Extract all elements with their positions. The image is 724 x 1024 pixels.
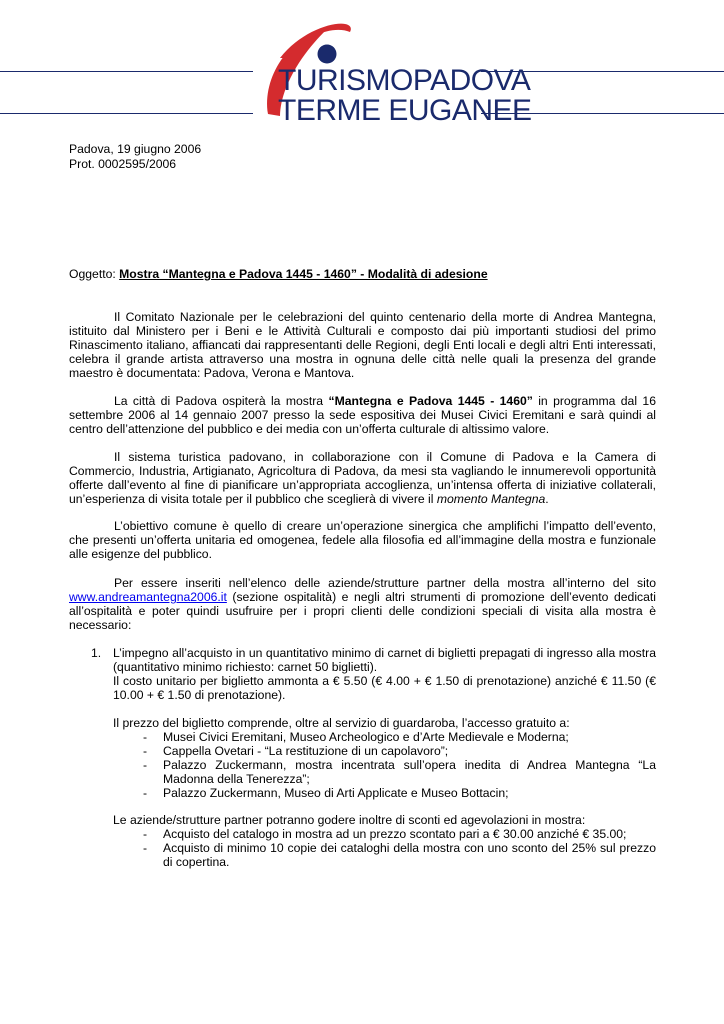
- p2-exhibition-title: “Mantegna e Padova 1445 - 1460”: [328, 394, 533, 408]
- paragraph-4-text: L’obiettivo comune è quello di creare un’operazione sinergica che amplifichi l’impatto dell’evento, che presenti un’offerta unitaria ed omogenea, fedele alla filosofia ed all’immagine della mostra e funzionale alle esigenze del pubblico.: [69, 519, 656, 561]
- list-dash: -: [143, 758, 148, 772]
- list-dash: -: [143, 786, 148, 800]
- paragraph-5: [69, 576, 656, 632]
- turismo-padova-logo: [258, 18, 532, 130]
- list-dash: -: [143, 827, 148, 841]
- p3-start: Il sistema turistica padovano, in collaborazione con il Comune di Padova e la Camera di Commercio, Industria, Artigianato, Agricoltura di Padova, da mesi sta vagliando le innumerevoli opportunità offerte dall’evento al fine di pianificare un’appropriata accoglienza, un’intensa offerta di iniziative collaterali, un’esperienza di visita totale per il pubblico che sceglierà di vivere il: [69, 450, 656, 506]
- paragraph-2-text: [69, 394, 656, 436]
- item1-cost-text: Il costo unitario per biglietto ammonta a € 5.50 (€ 4.00 + € 1.50 di prenotazione) anziché € 11.50 (€ 10.00 + € 1.50 di prenotazione).: [113, 674, 656, 702]
- partner-discounts-list: [143, 827, 656, 869]
- partner-intro: Le aziende/strutture partner potranno godere inoltre di sconti ed agevolazioni in mostra:: [113, 813, 586, 827]
- list-item-text: Acquisto del catalogo in mostra ad un prezzo scontato pari a € 30.00 anziché € 35.00;: [163, 827, 627, 841]
- list-item: [143, 786, 656, 800]
- paragraph-1: [69, 310, 656, 380]
- list-item: [143, 758, 656, 786]
- paragraph-1-text: Il Comitato Nazionale per le celebrazioni del quinto centenario della morte di Andrea Mantegna, istituito dal Ministero per i Beni e le Attività Culturali e composto dai più importanti studiosi del primo Rinascimento italiano, affiancati dai rappresentanti delle Regioni, degli Enti locali e degli altri Enti interessati, celebra il grande artista attraverso una mostra in ognuna delle città nelle quali la presenza del grande maestro è documentata: Padova, Verona e Mantova.: [69, 310, 656, 380]
- list-item-text: Palazzo Zuckermann, mostra incentrata sull’opera inedita di Andrea Mantegna “La Madonna della Tenerezza”;: [163, 758, 656, 786]
- list-item-text: Acquisto di minimo 10 copie dei cataloghi della mostra con uno sconto del 25% sul prezzo di copertina.: [163, 841, 656, 869]
- logo-line2: TERME EUGANEE: [278, 94, 532, 127]
- item-number: 1.: [91, 646, 102, 660]
- paragraph-4: [69, 519, 656, 561]
- list-item-text: Cappella Ovetari - “La restituzione di un capolavoro”;: [163, 744, 449, 758]
- logo-padova: PADOVA: [412, 64, 531, 97]
- p3-end: .: [545, 492, 549, 506]
- numbered-item-1: [91, 646, 656, 702]
- letter-prot-number: Prot. 0002595/2006: [69, 157, 177, 171]
- paragraph-3: [69, 450, 656, 506]
- list-dash: -: [143, 841, 148, 855]
- list-item: [143, 730, 656, 744]
- paragraph-5-text: [69, 576, 656, 632]
- paragraph-2: [69, 394, 656, 436]
- price-intro: Il prezzo del biglietto comprende, oltre al servizio di guardaroba, l’accesso gratuito a:: [113, 716, 570, 730]
- logo-turismo: TURISMO: [278, 64, 413, 97]
- price-includes-list: [143, 730, 656, 800]
- p2-end: in programma dal 16 settembre 2006 al 14 gennaio 2007 presso la sede espositiva dei Musei Civici Eremitani e sarà quindi al centro dell’attenzione del pubblico e dei media con un’offerta culturale di altissimo valore.: [69, 394, 656, 436]
- list-item: [143, 827, 656, 841]
- logo-line1: [278, 66, 530, 96]
- subject-title: Mostra “Mantegna e Padova 1445 - 1460” - Modalità di adesione: [119, 267, 488, 281]
- header-rule-left-top: [0, 71, 253, 72]
- letter-date: Padova, 19 giugno 2006: [69, 142, 202, 156]
- p5-start: Per essere inseriti nell’elenco delle aziende/strutture partner della mostra all’interno del sito: [114, 576, 656, 590]
- list-item: [143, 744, 656, 758]
- list-item: [143, 841, 656, 869]
- list-item-text: Palazzo Zuckermann, Museo di Arti Applicate e Museo Bottacin;: [163, 786, 509, 800]
- list-item-text: Musei Civici Eremitani, Museo Archeologico e d’Arte Medievale e Moderna;: [163, 730, 569, 744]
- p3-momento-mantegna: momento Mantegna: [436, 492, 546, 506]
- website-link[interactable]: www.andreamantegna2006.it: [69, 590, 227, 604]
- item1-carnet-text: L’impegno all’acquisto in un quantitativo minimo di carnet di biglietti prepagati di ingresso alla mostra (quantitativo minimo richiesto: carnet 50 biglietti).: [113, 646, 656, 674]
- list-dash: -: [143, 744, 148, 758]
- p5-end: (sezione ospitalità) e negli altri strumenti di promozione dell’evento dedicati all’ospitalità e poter quindi usufruire per i propri clienti delle condizioni speciali di visita alla mostra è necessario:: [69, 590, 656, 632]
- header-rule-left-bottom: [0, 113, 253, 114]
- subject-label: Oggetto:: [69, 267, 116, 281]
- letter-subject: [69, 267, 488, 281]
- paragraph-3-text: [69, 450, 656, 506]
- p2-start: La città di Padova ospiterà la mostra: [114, 394, 329, 408]
- list-dash: -: [143, 730, 148, 744]
